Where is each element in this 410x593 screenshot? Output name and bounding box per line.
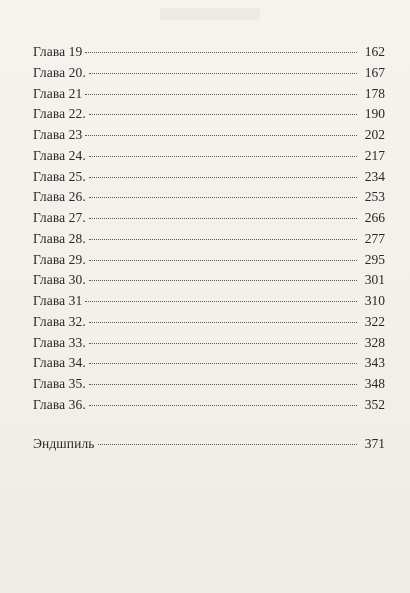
toc-entry-title: Глава 25. <box>33 168 86 184</box>
toc-entry-chapter-30 <box>33 270 385 291</box>
toc-entry-title: Глава 29. <box>33 251 86 267</box>
toc-entry-chapter-25 <box>33 167 385 188</box>
toc-entry-chapter-22 <box>33 104 385 125</box>
toc-entry-chapter-24 <box>33 146 385 167</box>
section-spacer <box>33 416 385 434</box>
toc-entry-page: 371 <box>364 435 385 451</box>
toc-entry-chapter-34 <box>33 353 385 374</box>
toc-entry-title: Глава 35. <box>33 376 86 391</box>
toc-entry-title: Глава 19 <box>33 44 83 59</box>
toc-entry-title: Глава 36. <box>33 396 86 412</box>
toc-entry-title: Глава 22. <box>33 106 86 122</box>
dot-leader <box>89 177 357 178</box>
toc-entry-chapter-28 <box>33 229 385 250</box>
dot-leader <box>89 218 357 219</box>
faded-running-header <box>160 8 260 20</box>
toc-entry-page: 328 <box>364 334 385 350</box>
toc-entry-title: Глава 21 <box>33 85 83 101</box>
toc-entry-page: 348 <box>364 376 385 391</box>
toc-entry-page: 295 <box>364 251 385 267</box>
toc-entry-chapter-23 <box>33 125 385 146</box>
toc-entry-title: Эндшпиль <box>33 435 95 451</box>
toc-entry-page: 162 <box>364 44 385 59</box>
dot-leader <box>85 52 357 53</box>
dot-leader <box>89 322 357 323</box>
dot-leader <box>89 280 357 281</box>
dot-leader <box>89 384 357 385</box>
toc-entry-title: Глава 23 <box>33 127 83 142</box>
dot-leader <box>89 239 357 240</box>
dot-leader <box>85 94 357 95</box>
toc-entry-page: 178 <box>364 85 385 101</box>
toc-entry-page: 234 <box>364 168 385 184</box>
toc-entry-title: Глава 27. <box>33 210 86 225</box>
dot-leader <box>85 301 357 302</box>
toc-entry-page: 217 <box>364 147 385 163</box>
toc-entry-page: 266 <box>364 210 385 225</box>
toc-entry-chapter-26 <box>33 187 385 208</box>
toc-entry-page: 352 <box>364 396 385 412</box>
toc-entry-title: Глава 20. <box>33 64 86 80</box>
toc-entry-title: Глава 33. <box>33 334 86 350</box>
table-of-contents <box>33 42 385 454</box>
show-through-from-reverse-page <box>240 440 410 593</box>
toc-entry-title: Глава 30. <box>33 272 86 288</box>
toc-entry-chapter-27 <box>33 208 385 229</box>
dot-leader <box>89 405 357 406</box>
dot-leader <box>98 444 357 445</box>
toc-entry-page: 190 <box>364 106 385 122</box>
toc-entry-chapter-32 <box>33 312 385 333</box>
toc-entry-chapter-36 <box>33 395 385 416</box>
toc-entry-title: Глава 31 <box>33 293 83 308</box>
dot-leader <box>89 114 357 115</box>
toc-entry-page: 167 <box>364 64 385 80</box>
toc-entry-title: Глава 32. <box>33 313 86 329</box>
toc-entry-page: 343 <box>364 355 385 371</box>
toc-entry-chapter-21 <box>33 84 385 105</box>
toc-entry-title: Глава 26. <box>33 189 86 205</box>
dot-leader <box>89 73 357 74</box>
dot-leader <box>89 156 357 157</box>
toc-entry-title: Глава 24. <box>33 147 86 163</box>
toc-entry-page: 202 <box>364 127 385 142</box>
toc-entry-page: 301 <box>364 272 385 288</box>
toc-entry-title: Глава 34. <box>33 355 86 371</box>
toc-entry-chapter-35 <box>33 374 385 395</box>
dot-leader <box>89 363 357 364</box>
toc-entry-page: 310 <box>364 293 385 308</box>
toc-entry-chapter-29 <box>33 250 385 271</box>
toc-entry-chapter-19 <box>33 42 385 63</box>
toc-entry-page: 322 <box>364 313 385 329</box>
toc-entry-chapter-20 <box>33 63 385 84</box>
dot-leader <box>89 197 357 198</box>
dot-leader <box>85 135 357 136</box>
dot-leader <box>89 260 357 261</box>
toc-entry-title: Глава 28. <box>33 230 86 246</box>
toc-entry-page: 277 <box>364 230 385 246</box>
toc-entry-endgame <box>33 434 385 455</box>
toc-entry-page: 253 <box>364 189 385 205</box>
toc-entry-chapter-33 <box>33 333 385 354</box>
toc-entry-chapter-31 <box>33 291 385 312</box>
dot-leader <box>89 343 357 344</box>
